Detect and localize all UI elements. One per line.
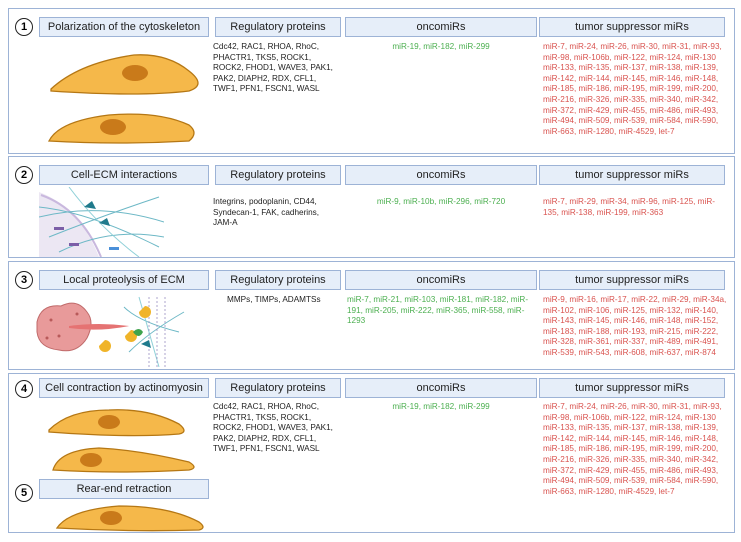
panel-title: Local proteolysis of ECM (39, 270, 209, 290)
step-number: 4 (15, 380, 33, 398)
regulatory-header: Regulatory proteins (215, 17, 341, 37)
regulatory-proteins: Cdc42, RAC1, RHOA, RhoC, PHACTR1, TKS5, ROCK1, ROCK2, FHOD1, WAVE3, PAK1, PAK2, DIAPH2, RDX, CFL1, TWF1, PFN1, FSCN1, WASL (213, 42, 333, 94)
polarized-cell-illustration (39, 41, 219, 151)
suppressor-mirs: miR-7, miR-24, miR-26, miR-30, miR-31, miR-93, miR-98, miR-106b, miR-122, miR-124, miR-130 miR-133, miR-135, miR-137, miR-138, miR-139, miR-142, miR-144, miR-145, miR-146, miR-148, miR-185, miR-186, miR-195, miR-199, miR-200, miR-216, miR-326, miR-335, miR-340, miR-342, miR-372, miR-429, miR-455, miR-486, miR-493, miR-494, miR-509, miR-539, miR-584, miR-590, miR-663, miR-1280, miR-4529, let-7 (543, 402, 722, 496)
suppressor-mirs: miR-7, miR-24, miR-26, miR-30, miR-31, miR-93, miR-98, miR-106b, miR-122, miR-124, miR-130 miR-133, miR-135, miR-137, miR-138, miR-139, miR-142, miR-144, miR-145, miR-146, miR-148, miR-185, miR-186, miR-195, miR-199, miR-200, miR-216, miR-326, miR-335, miR-340, miR-342, miR-372, miR-429, miR-455, miR-486, miR-493, miR-494, miR-509, miR-539, miR-584, miR-590, miR-663, miR-1280, miR-4529, let-7 (543, 42, 722, 136)
oncomirs-header: oncomiRs (345, 165, 537, 185)
regulatory-proteins: Cdc42, RAC1, RHOA, RhoC, PHACTR1, TKS5, ROCK1, ROCK2, FHOD1, WAVE3, PAK1, PAK2, DIAPH2, RDX, CFL1, TWF1, PFN1, FSCN1, WASL (213, 402, 333, 454)
oncomirs-list: miR-7, miR-21, miR-103, miR-181, miR-182, miR-191, miR-205, miR-222, miR-365, miR-558, miR-1293 (347, 295, 529, 326)
suppressor-header: tumor suppressor miRs (539, 165, 725, 185)
oncomirs-list: miR-9, miR-10b, miR-296, miR-720 (376, 197, 506, 206)
suppressor-header: tumor suppressor miRs (539, 17, 725, 37)
proteolysis-illustration (29, 292, 189, 367)
oncomirs-header: oncomiRs (345, 270, 537, 290)
panel-title: Polarization of the cytoskeleton (39, 17, 209, 37)
regulatory-proteins: MMPs, TIMPs, ADAMTSs (227, 295, 321, 304)
panel-3 (8, 261, 735, 370)
panel-2 (8, 156, 735, 258)
suppressor-mirs: miR-9, miR-16, miR-17, miR-22, miR-29, miR-34a, miR-102, miR-106, miR-125, miR-132, miR-140, miR-143, miR-145, miR-146, miR-148, miR-152, miR-183, miR-188, miR-193, miR-215, miR-222, miR-328, miR-361, miR-337, miR-489, miR-491, miR-539, miR-543, miR-608, miR-637, miR-874 (543, 295, 727, 357)
panel-title: Cell-ECM interactions (39, 165, 209, 185)
panel-title: Cell contraction by actinomyosin (39, 378, 209, 398)
panel-1 (8, 8, 735, 154)
panel-4 (8, 373, 735, 533)
regulatory-header: Regulatory proteins (215, 270, 341, 290)
oncomirs-list: miR-19, miR-182, miR-299 (392, 42, 490, 51)
regulatory-header: Regulatory proteins (215, 378, 341, 398)
rear-retraction-cell-illustration (49, 500, 219, 532)
step-number-5: 5 (15, 484, 33, 502)
regulatory-header: Regulatory proteins (215, 165, 341, 185)
step-number: 3 (15, 271, 33, 289)
cell-ecm-illustration (39, 187, 164, 257)
panel-title-5: Rear-end retraction (39, 479, 209, 499)
step-number: 2 (15, 166, 33, 184)
oncomirs-header: oncomiRs (345, 17, 537, 37)
suppressor-header: tumor suppressor miRs (539, 270, 725, 290)
step-number: 1 (15, 18, 33, 36)
suppressor-header: tumor suppressor miRs (539, 378, 725, 398)
oncomirs-header: oncomiRs (345, 378, 537, 398)
oncomirs-list: miR-19, miR-182, miR-299 (392, 402, 490, 411)
suppressor-mirs: miR-7, miR-29, miR-34, miR-96, miR-125, miR-135, miR-138, miR-199, miR-363 (543, 197, 715, 217)
regulatory-proteins: Integrins, podoplanin, CD44, Syndecan-1, FAK, cadherins, JAM-A (213, 197, 320, 228)
contraction-cell-illustration (39, 400, 219, 476)
